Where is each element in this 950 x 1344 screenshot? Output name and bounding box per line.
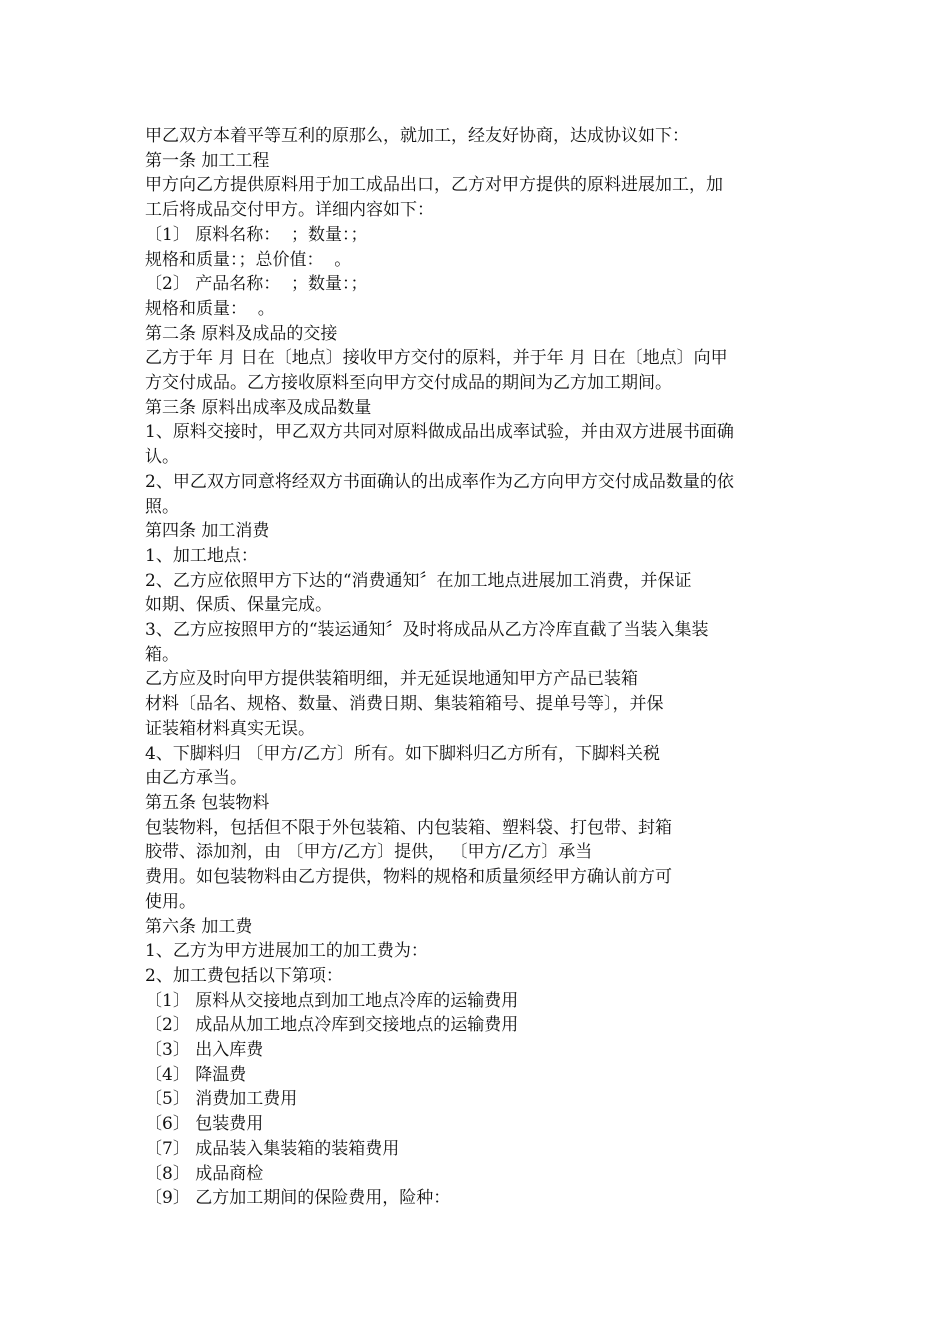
text-line: 甲乙双方本着平等互利的原那么，就加工，经友好协商，达成协议如下：: [145, 126, 689, 146]
section-heading: 第二条 原料及成品的交接: [145, 323, 338, 344]
text-line: 1、原料交接时，甲乙双方共同对原料做成品出成率试验，并由双方进展书面确: [145, 422, 734, 443]
text-line: 由乙方承当。: [145, 768, 247, 789]
text-line: 照。: [145, 496, 179, 517]
text-line: 胶带、添加剂，由 〔甲方/乙方〕提供， 〔甲方/乙方〕承当: [145, 842, 593, 863]
text-line: 乙方于年 月 日在〔地点〕接收甲方交付的原料，并于年 月 日在〔地点〕向甲: [145, 348, 728, 369]
text-line: 2、乙方应依照甲方下达的“消费通知〞在加工地点进展加工消费，并保证: [145, 570, 692, 591]
text-line: 如期、保质、保量完成。: [145, 595, 332, 616]
list-item: 〔7〕 成品装入集装箱的装箱费用: [145, 1138, 400, 1159]
text-line: 甲方向乙方提供原料用于加工成品出口，乙方对甲方提供的原料进展加工，加: [145, 175, 723, 196]
list-item: 〔5〕 消费加工费用: [145, 1089, 298, 1110]
text-line: 证装箱材料真实无误。: [145, 718, 315, 739]
text-line: 包装物料，包括但不限于外包装箱、内包装箱、塑料袋、打包带、封箱: [145, 817, 672, 838]
text-line: 费用。如包装物料由乙方提供，物料的规格和质量须经甲方确认前方可: [145, 867, 672, 888]
text-line: 3、乙方应按照甲方的“装运通知〞及时将成品从乙方冷库直截了当装入集装: [145, 620, 709, 641]
text-line: 2、加工费包括以下第项：: [145, 965, 343, 986]
text-line: 1、加工地点：: [145, 545, 258, 566]
text-line: 工后将成品交付甲方。详细内容如下：: [145, 200, 434, 221]
text-line: 规格和质量： 。: [145, 298, 275, 319]
text-line: 规格和质量：；总价值： 。: [145, 249, 352, 270]
text-line: 材料〔品名、规格、数量、消费日期、集装箱箱号、提单号等〕，并保: [145, 694, 664, 715]
section-heading: 第六条 加工费: [145, 916, 253, 937]
text-line: 箱。: [145, 644, 179, 665]
text-line: 〔2〕 产品名称： ；数量：；: [145, 274, 368, 295]
section-heading: 第四条 加工消费: [145, 521, 270, 542]
section-heading: 第一条 加工工程: [145, 150, 270, 171]
list-item: 〔9〕 乙方加工期间的保险费用，险种：: [145, 1188, 451, 1209]
text-line: 4、下脚料归 〔甲方/乙方〕所有。如下脚料归乙方所有，下脚料关税: [145, 743, 660, 764]
section-heading: 第三条 原料出成率及成品数量: [145, 397, 372, 418]
document-body: [145, 124, 815, 1211]
list-item: 〔2〕 成品从加工地点冷库到交接地点的运输费用: [145, 1015, 519, 1036]
text-line: 2、甲乙双方同意将经双方书面确认的出成率作为乙方向甲方交付成品数量的依: [145, 471, 734, 492]
text-line: 使用。: [145, 891, 196, 912]
list-item: 〔4〕 降温费: [145, 1064, 247, 1085]
text-line: 方交付成品。乙方接收原料至向甲方交付成品的期间为乙方加工期间。: [145, 373, 672, 394]
list-item: 〔3〕 出入库费: [145, 1040, 264, 1061]
text-line: 乙方应及时向甲方提供装箱明细，并无延误地通知甲方产品已装箱: [145, 669, 638, 690]
list-item: 〔8〕 成品商检: [145, 1163, 264, 1184]
text-line: 〔1〕 原料名称： ；数量：；: [145, 224, 368, 245]
text-line: 认。: [145, 447, 179, 468]
list-item: 〔1〕 原料从交接地点到加工地点冷库的运输费用: [145, 990, 519, 1011]
section-heading: 第五条 包装物料: [145, 792, 270, 813]
text-line: 1、乙方为甲方进展加工的加工费为：: [145, 941, 428, 962]
list-item: 〔6〕 包装费用: [145, 1114, 264, 1135]
